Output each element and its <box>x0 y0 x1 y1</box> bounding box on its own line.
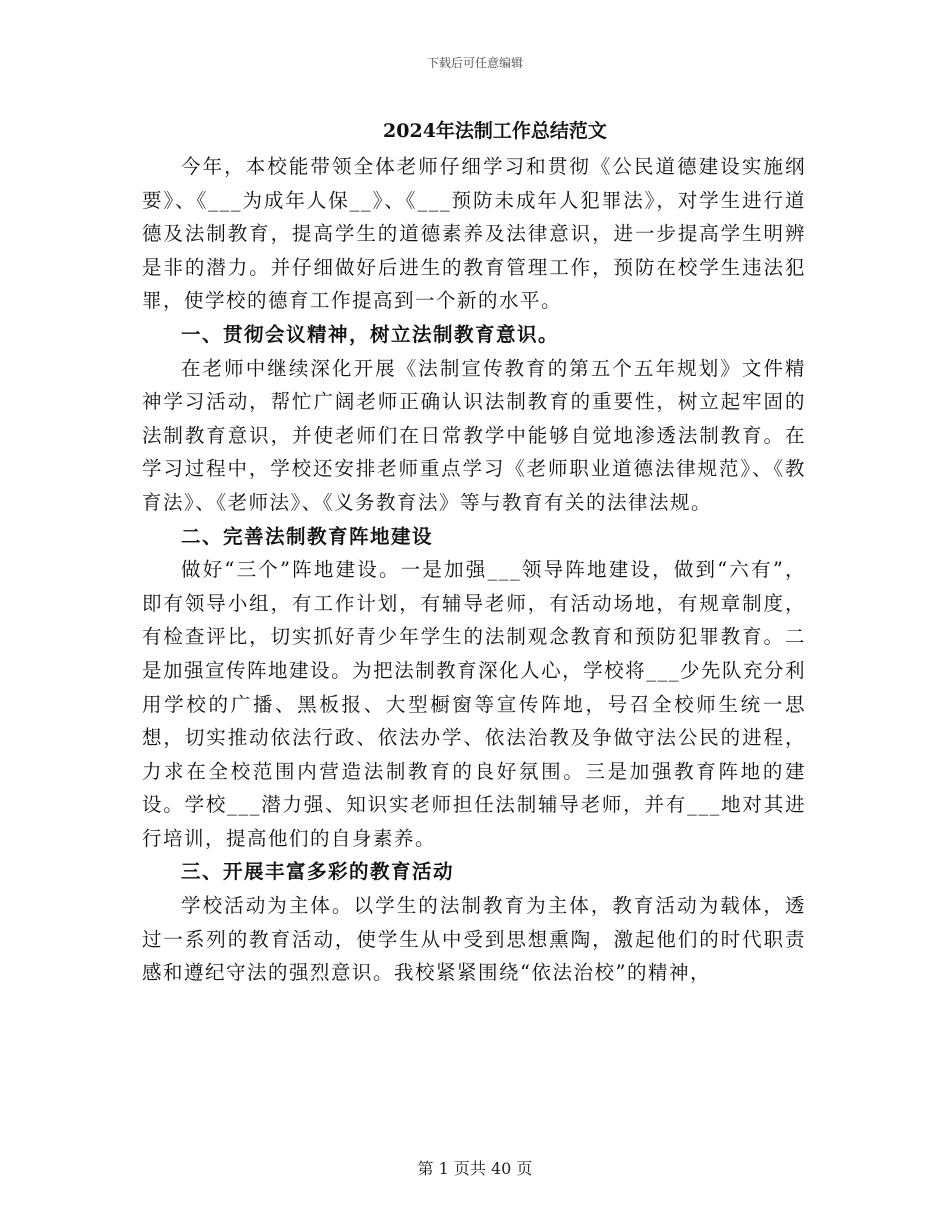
paragraph-section-1: 在老师中继续深化开展《法制宣传教育的第五个五年规划》文件精神学习活动，帮忙广阔老师正确认识法制教育的重要性，树立起牢固的法制教育意识，并使老师们在日常教学中能够自觉地渗透法制教育。在学习过程中，学校还安排老师重点学习《老师职业道德法律规范》、《教育法》、《老师法》、《义务教育法》等与教育有关的法律法规。 <box>142 356 806 514</box>
section-heading-2: 二、完善法制教育阵地建设 <box>181 524 434 548</box>
paragraph-section-2: 做好“三个”阵地建设。一是加强___领导阵地建设，做到“六有”，即有领导小组，有工作计划，有辅导老师，有活动场地，有规章制度，有检查评比，切实抓好青少年学生的法制观念教育和预防犯罪教育。二是加强宣传阵地建设。为把法制教育深化人心，学校将___少先队充分利用学校的广播、黑板报、大型橱窗等宣传阵地，号召全校师生统一思想，切实推动依法行政、依法办学、依法治教及争做守法公民的进程，力求在全校范围内营造法制教育的良好氛围。三是加强教育阵地的建设。学校___潜力强、知识实老师担任法制辅导老师，并有___地对其进行培训，提高他们的自身素养。 <box>142 558 806 850</box>
page-footer: 第 1 页共 40 页 <box>417 1159 533 1178</box>
section-heading-1: 一、贯彻会议精神，树立法制教育意识。 <box>181 322 560 346</box>
document-body <box>142 150 806 990</box>
paragraph-intro: 今年，本校能带领全体老师仔细学习和贯彻《公民道德建设实施纲要》、《___为成年人保__》、《___预防未成年人犯罪法》，对学生进行道德及法制教育，提高学生的道德素养及法律意识，进一步提高学生明辨是非的潜力。并仔细做好后进生的教育管理工作，预防在校学生违法犯罪，使学校的德育工作提高到一个新的水平。 <box>142 155 806 313</box>
section-heading-3: 三、开展丰富多彩的教育活动 <box>181 860 455 884</box>
header-note: 下载后可任意编辑 <box>426 56 523 70</box>
paragraph-section-3: 学校活动为主体。以学生的法制教育为主体，教育活动为载体，透过一系列的教育活动，使学生从中受到思想熏陶，激起他们的时代职责感和遵纪守法的强烈意识。我校紧紧围绕“依法治校”的精神， <box>142 894 806 985</box>
document-title: 2024年法制工作总结范文 <box>383 120 607 142</box>
